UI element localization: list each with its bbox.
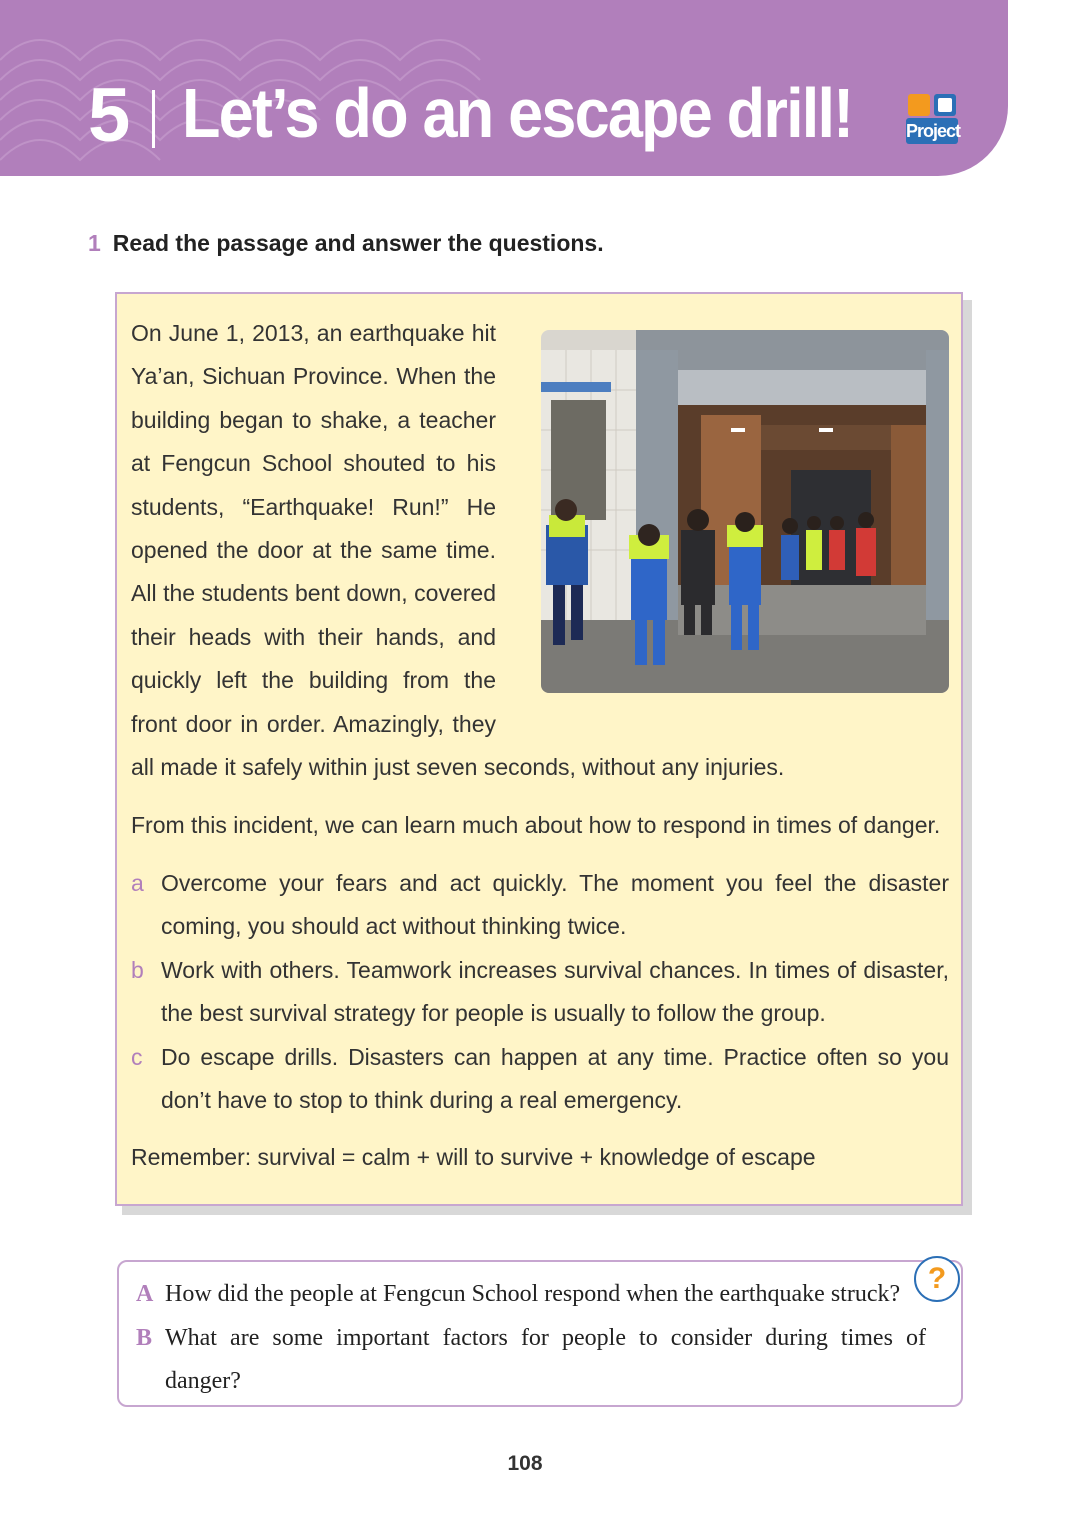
tip-letter: c	[131, 1043, 143, 1070]
question-text: What are some important factors for people to consider during times of danger?	[165, 1324, 926, 1394]
tip-text: Work with others. Teamwork increases survival chances. In times of disaster, the best survival strategy for people is usually to follow the group.	[161, 956, 949, 1027]
passage-paragraph-2: From this incident, we can learn much about how to respond in times of danger.	[131, 812, 941, 838]
project-badge-icon	[904, 92, 960, 148]
questions-list	[136, 1273, 926, 1404]
question-letter: B	[136, 1324, 153, 1351]
list-item	[131, 1036, 949, 1123]
tip-letter: a	[131, 870, 144, 896]
page-number: 108	[507, 1452, 543, 1475]
question-text: How did the people at Fengcun School respond when the earthquake struck?	[165, 1281, 901, 1307]
list-item	[131, 862, 949, 949]
tips-list	[131, 862, 949, 1122]
unit-number: 5	[88, 73, 129, 158]
tip-letter: b	[131, 956, 144, 983]
passage-paragraph-1-end: all made it safely within just seven seconds, without any injuries.	[131, 754, 785, 780]
question-item	[136, 1273, 926, 1317]
unit-header-banner	[0, 0, 1008, 176]
title-divider	[152, 90, 155, 148]
question-mark-icon: ?	[914, 1256, 960, 1302]
question-letter: A	[136, 1281, 154, 1307]
exercise-instruction-text: Read the passage and answer the questions.	[112, 230, 604, 256]
escape-drill-photo	[541, 330, 949, 693]
exercise-instruction	[88, 230, 604, 257]
passage-paragraph-1: On June 1, 2013, an earthquake hit Ya’an, Sichuan Province. When the building began to shake, a teacher at Fengcun School shouted to his students, “Earthquake! Run!” He opened the door at the same time. All the students bent down, covered their heads with their hands, and quickly left the building from the front door in order. Amazingly, they	[131, 320, 496, 737]
unit-title: Let’s do an escape drill!	[182, 74, 853, 152]
tip-text: Overcome your fears and act quickly. The moment you feel the disaster coming, you should act without thinking twice.	[161, 870, 949, 940]
list-item	[131, 949, 949, 1036]
question-item	[136, 1317, 926, 1404]
remember-formula: Remember: survival = calm + will to survive + knowledge of escape	[131, 1144, 816, 1170]
exercise-number: 1	[88, 230, 101, 256]
tip-text: Do escape drills. Disasters can happen at any time. Practice often so you don’t have to stop to think during a real emergency.	[161, 1043, 949, 1114]
project-badge-label: Project	[906, 118, 958, 144]
